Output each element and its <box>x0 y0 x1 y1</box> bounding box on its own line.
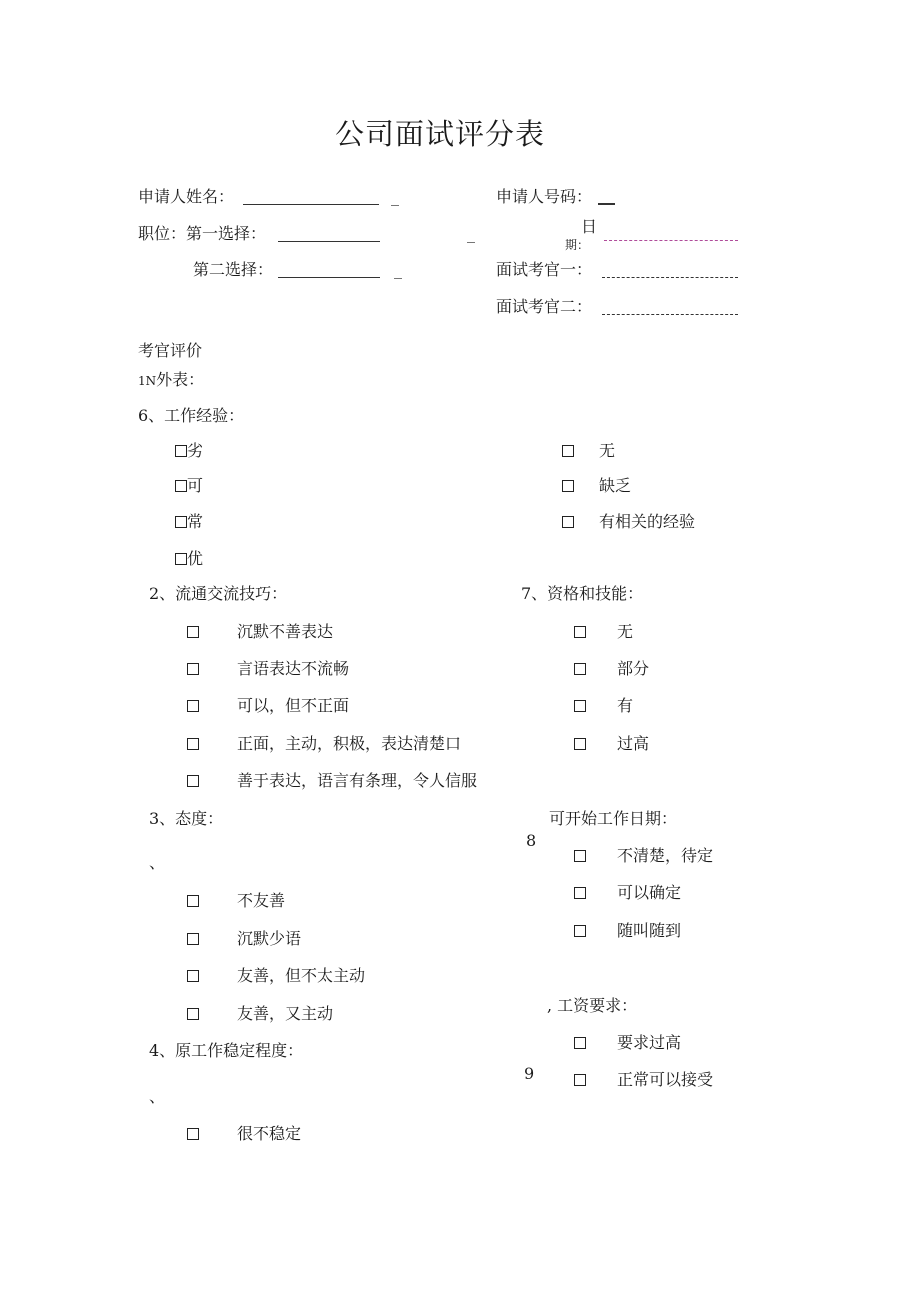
checkbox[interactable] <box>562 480 574 492</box>
experience-option[interactable] <box>175 478 203 494</box>
date-label-top: 日 <box>581 217 598 236</box>
checkbox[interactable] <box>574 626 586 638</box>
salary-title: , 工资要求： <box>547 996 638 1015</box>
experience-option[interactable] <box>175 514 203 530</box>
checkbox[interactable] <box>187 775 199 787</box>
date-label-bottom: 期： <box>565 238 590 252</box>
checkbox[interactable] <box>574 700 586 712</box>
checkbox[interactable] <box>562 516 574 528</box>
option-label: 常 <box>187 512 204 531</box>
attitude-option: 不友善 <box>237 891 286 910</box>
applicant-name-field <box>138 189 234 205</box>
salary-option: 正常可以接受 <box>617 1070 714 1089</box>
position-first-label: 职位：第一选择： <box>138 224 267 243</box>
checkbox[interactable] <box>187 933 199 945</box>
applicant-name-label: 申请人姓名： <box>138 187 235 206</box>
checkbox[interactable] <box>187 663 199 675</box>
checkbox[interactable] <box>187 626 199 638</box>
checkbox[interactable] <box>562 445 574 457</box>
start-date-number: 8 <box>526 831 537 850</box>
applicant-no-label: 申请人号码： <box>496 187 593 206</box>
checkbox[interactable] <box>187 1008 199 1020</box>
attitude-mark: 、 <box>149 853 166 872</box>
checkbox[interactable] <box>187 700 199 712</box>
experience-right-option: 有相关的经验 <box>599 512 696 531</box>
attitude-option: 友善，但不太主动 <box>237 966 366 985</box>
applicant-name-blank[interactable] <box>243 203 379 205</box>
communication-option: 可以，但不正面 <box>237 696 350 715</box>
option-label: 可 <box>187 476 204 495</box>
checkbox[interactable] <box>574 925 586 937</box>
experience-title: 6、工作经验： <box>138 406 245 425</box>
second-choice-tail: _ <box>394 260 402 279</box>
checkbox[interactable] <box>574 850 586 862</box>
option-label: 优 <box>187 549 204 568</box>
start-date-option: 可以确定 <box>617 883 682 902</box>
checkbox[interactable] <box>187 1128 199 1140</box>
stability-option: 很不稳定 <box>237 1124 302 1143</box>
salary-option: 要求过高 <box>617 1033 682 1052</box>
communication-option: 沉默不善表达 <box>237 622 334 641</box>
stability-mark: 、 <box>149 1087 166 1106</box>
experience-right-option: 无 <box>599 441 616 460</box>
qualification-option: 过高 <box>617 734 650 753</box>
second-choice-blank[interactable] <box>278 276 380 278</box>
start-date-option: 不清楚，待定 <box>617 846 714 865</box>
checkbox[interactable] <box>574 738 586 750</box>
checkbox[interactable] <box>187 970 199 982</box>
attitude-option: 沉默少语 <box>237 929 302 948</box>
experience-option[interactable] <box>175 443 203 459</box>
checkbox[interactable] <box>574 1074 586 1086</box>
checkbox[interactable] <box>187 738 199 750</box>
applicant-name-tail: _ <box>391 187 399 206</box>
qualification-title: 7、资格和技能： <box>521 584 644 603</box>
attitude-option: 友善，又主动 <box>237 1004 334 1023</box>
checkbox[interactable] <box>175 480 187 492</box>
checkbox[interactable] <box>175 445 187 457</box>
qualification-option: 有 <box>617 696 634 715</box>
checkbox[interactable] <box>574 663 586 675</box>
start-date-option: 随叫随到 <box>617 921 682 940</box>
start-date-title: 可开始工作日期： <box>549 809 678 828</box>
appearance-prefix: 1N <box>138 374 157 388</box>
first-choice-tail: _ <box>467 224 475 243</box>
applicant-no-blank[interactable] <box>598 202 615 205</box>
second-choice-label: 第二选择： <box>193 260 274 279</box>
interviewer1-label: 面试考官一： <box>496 260 593 279</box>
stability-title: 4、原工作稳定程度： <box>149 1041 304 1060</box>
qualification-option: 无 <box>617 622 634 641</box>
qualification-option: 部分 <box>617 659 650 678</box>
attitude-title: 3、态度： <box>149 809 224 828</box>
experience-option[interactable] <box>175 551 203 567</box>
communication-title: 2、流通交流技巧： <box>149 584 288 603</box>
page-title: 公司面试评分表 <box>335 117 546 151</box>
checkbox[interactable] <box>574 887 586 899</box>
checkbox[interactable] <box>175 516 187 528</box>
date-blank[interactable] <box>604 239 738 241</box>
communication-option: 善于表达，语言有条理，令人信服 <box>237 771 478 790</box>
checkbox[interactable] <box>574 1037 586 1049</box>
option-label: 劣 <box>187 441 204 460</box>
salary-number: 9 <box>524 1064 535 1083</box>
interviewer2-blank[interactable] <box>602 313 738 315</box>
first-choice-blank[interactable] <box>278 240 380 242</box>
checkbox[interactable] <box>187 895 199 907</box>
experience-right-option: 缺乏 <box>599 476 632 495</box>
appearance-label: 外表： <box>156 370 205 389</box>
evaluation-heading: 考官评价 <box>138 341 203 360</box>
communication-option: 正面，主动，积极，表达清楚口 <box>237 734 462 753</box>
appearance-row <box>138 372 204 388</box>
interviewer2-label: 面试考官二： <box>496 297 593 316</box>
interviewer1-blank[interactable] <box>602 276 738 278</box>
communication-option: 言语表达不流畅 <box>237 659 350 678</box>
checkbox[interactable] <box>175 553 187 565</box>
